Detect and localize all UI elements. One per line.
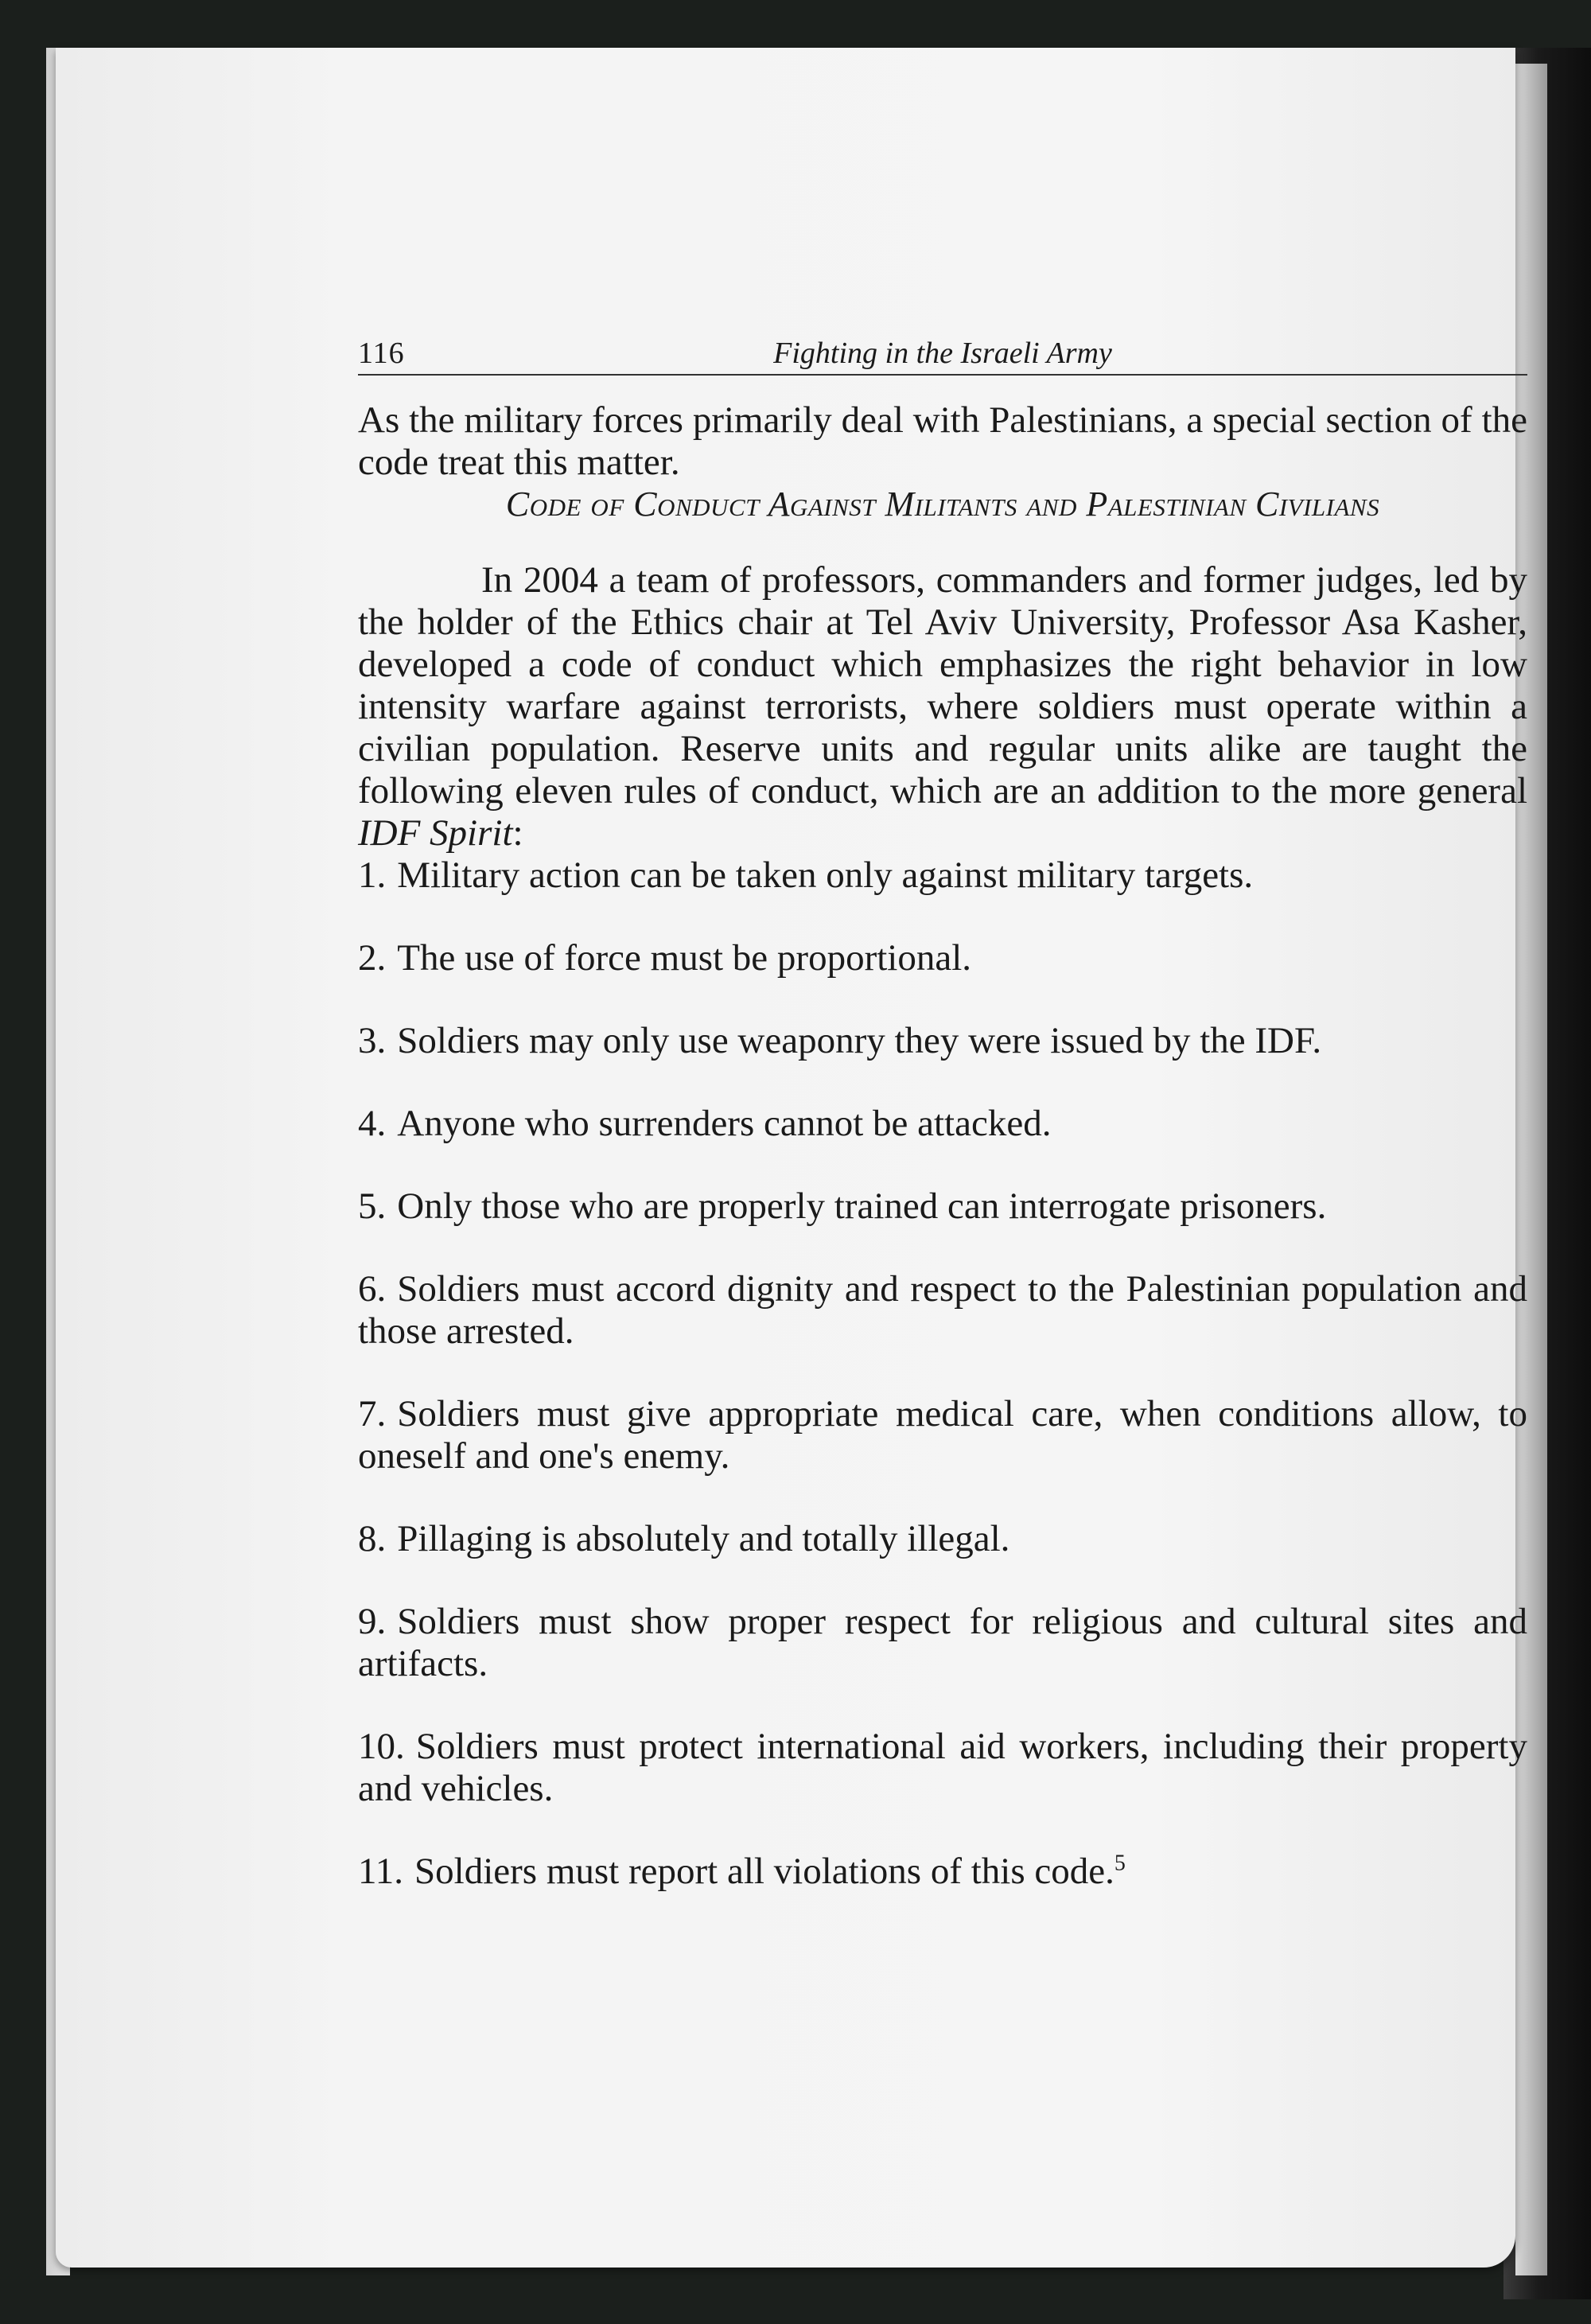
- rule-item: [358, 1103, 1527, 1145]
- rule-number: 3.: [358, 1020, 387, 1061]
- main-paragraph-text: In 2004 a team of professors, commanders and former judges, led by the holder of the Ethics chair at Tel Aviv University, Professor Asa Kasher, developed a code of conduct which emphasizes the right behavior in low intensity warfare against terrorists, where soldiers must operate within a civilian population. Reserve units and regular units alike are taught the following eleven rules of conduct, which are an addition to the more general: [358, 559, 1527, 812]
- rule-number: 8.: [358, 1518, 387, 1559]
- rule-number: 11.: [358, 1851, 404, 1892]
- rule-number: 2.: [358, 937, 387, 979]
- rule-item: [358, 937, 1527, 979]
- rule-text: Soldiers must accord dignity and respect to the Palestinian population and those arrested.: [358, 1268, 1527, 1352]
- rule-text: Soldiers must report all violations of this code.: [414, 1851, 1114, 1892]
- rule-text: Anyone who surrenders cannot be attacked.: [397, 1103, 1052, 1144]
- rule-text: Only those who are properly trained can interrogate prisoners.: [397, 1185, 1327, 1227]
- rule-item: [358, 1393, 1527, 1477]
- rule-item: [358, 1185, 1527, 1228]
- rule-text: Soldiers may only use weaponry they were issued by the IDF.: [397, 1020, 1322, 1061]
- rules-list: [358, 854, 1527, 1893]
- book-title: Fighting in the Israeli Army: [773, 337, 1112, 370]
- footnote-marker: 5: [1114, 1851, 1126, 1876]
- rule-text: Soldiers must give appropriate medical care, when conditions allow, to oneself and one's enemy.: [358, 1393, 1527, 1477]
- rule-item: [358, 1020, 1527, 1062]
- rule-item: [358, 1518, 1527, 1560]
- rule-number: 5.: [358, 1185, 387, 1227]
- intro-paragraph: As the military forces primarily deal with Palestinians, a special section of the code treat this matter.: [358, 399, 1527, 483]
- rule-number: 7.: [358, 1393, 387, 1434]
- page-number: 116: [358, 337, 405, 370]
- rule-number: 4.: [358, 1103, 387, 1144]
- section-heading: Code of Conduct Against Militants and Palestinian Civilians: [505, 485, 1380, 524]
- rule-item: [358, 1601, 1527, 1685]
- idf-spirit-emphasis: IDF Spirit: [358, 812, 513, 854]
- rule-number: 9.: [358, 1601, 387, 1642]
- book-page: [56, 48, 1527, 2268]
- rule-text: Military action can be taken only against military targets.: [397, 854, 1254, 896]
- rule-item: [358, 1851, 1527, 1893]
- main-paragraph-end: :: [512, 812, 523, 854]
- rule-text: The use of force must be proportional.: [397, 937, 972, 979]
- rule-text: Soldiers must protect international aid workers, including their property and vehicles.: [358, 1726, 1527, 1809]
- rule-number: 10.: [358, 1726, 405, 1767]
- rule-number: 1.: [358, 854, 387, 896]
- rule-item: [358, 854, 1527, 897]
- rule-number: 6.: [358, 1268, 387, 1310]
- rule-item: [358, 1726, 1527, 1810]
- rule-text: Soldiers must show proper respect for religious and cultural sites and artifacts.: [358, 1601, 1527, 1684]
- rule-item: [358, 1268, 1527, 1353]
- page-content: [358, 326, 1527, 1933]
- rule-text: Pillaging is absolutely and totally illegal.: [397, 1518, 1010, 1559]
- main-paragraph: [358, 559, 1527, 854]
- running-head: [358, 326, 1527, 376]
